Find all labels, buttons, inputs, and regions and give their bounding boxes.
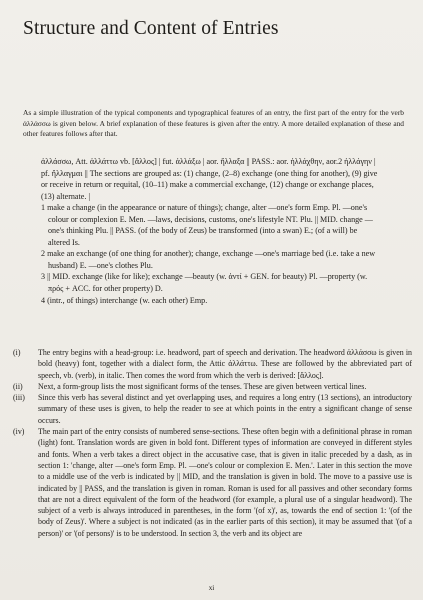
sense-section-4: 4 (intr., of things) interchange (w. each other) Emp. [41,295,208,305]
page-heading: Structure and Content of Entries [23,18,279,39]
sense-section-2: 2 make an exchange (of one thing for another); change, exchange —one's marriage bed (i.e. take a new husband) E. —one's clothes Plu. [41,249,376,270]
item-number: (iv) [13,427,25,437]
item-text: Next, a form-group lists the most significant forms of the tenses. These are given between vertical lines. [38,381,367,391]
list-item [13,426,412,539]
list-item [13,347,412,381]
page-number: xi [208,584,215,592]
entry-head-group: ἀλλάσσω, Att. ἀλλάττω vb. [ἄλλος] | fut. ἀλλάξω | aor. ἤλλαξα || PASS.: aor. ἠλλάχθην, aor.2 ἠλλάγην | pf. ἤλλαγμαι || The sections are grouped as: (1) change, (2–8) exchange (one thing for another), (9) give or receive in return or requital, (10–11) make a commercial exchange, (12) change or exchange places, (13) alternate. | [41,157,378,201]
sample-entry [41,156,378,306]
item-number: (iii) [13,393,25,403]
explanation-list [13,347,412,539]
sense-section-3: 3 || MID. exchange (like for like); exchange —beauty (w. ἀντί + GEN. for beauty) Pl. —property (w. πρός + ACC. for other property) D. [41,272,368,294]
intro-paragraph: As a simple illustration of the typical components and typographical features of an entry, the first part of the entry for the verb ἀλλάσσω is given below. A brief explanation of these features is given after the entry. A more detailed explanation of these and other features follows after that. [23,108,404,139]
list-item [13,392,412,426]
item-text: The entry begins with a head-group: i.e. headword, part of speech and derivation. The headword ἀλλάσσω is given in bold (heavy) font, together with a dialect form, the Attic ἀλλάττω. These are followed by the abbreviated part of speech, vb. (verb), in italic. Then comes the word from which the verb is derived: [ἄλλος]. [38,348,412,380]
list-item [13,381,412,392]
item-text: Since this verb has several distinct and yet overlapping uses, and requires a long entry (13 sections), an introductory summary of these uses is given, to help the reader to see at which points in the entry a significant change of sense occurs. [38,393,412,425]
item-text: The main part of the entry consists of numbered sense-sections. These often begin with a definitional phrase in roman (light) font. Translation words are given in bold font. Different types of information are conveyed in different styles and fonts. When a verb takes a direct object in the accusative case, that is given in italic preceded by a dash, as in section 1: 'change, alter —one's form Emp. Pl. —one's colour or complexion E. Men.'. Later in this section the move to a middle use of the verb is indicated by || MID, and the translation is given in bold. The move to a passive use is indicated by || PASS, and the translation is given in roman. Roman is used for all passives and other secondary forms that are not a direct equivalent of the form of the headword (for example, a plural use of a singular headword). The subject of a verb is always introduced in parentheses, in the form '(of x)', as, towards the end of section 1: '(of the body of Zeus)'. Where a subject is not indicated (as in the earlier parts of this section), it may be assumed that '(of a person)' or '(of persons)' is to be understood. In section 3, the verb and its object are [38,427,412,538]
item-number: (i) [13,348,21,357]
sense-section-1: 1 make a change (in the appearance or nature of things); change, alter —one's form Emp. Pl. —one's colour or complexion E. Men. —laws, decisions, customs, one's lifestyle NT. Plu. || MID. change —one's thinking Plu. || PASS. (of the body of Zeus) be transformed (into a swan) E.; (of a will) be altered Is. [41,203,373,247]
item-number: (ii) [13,381,23,391]
